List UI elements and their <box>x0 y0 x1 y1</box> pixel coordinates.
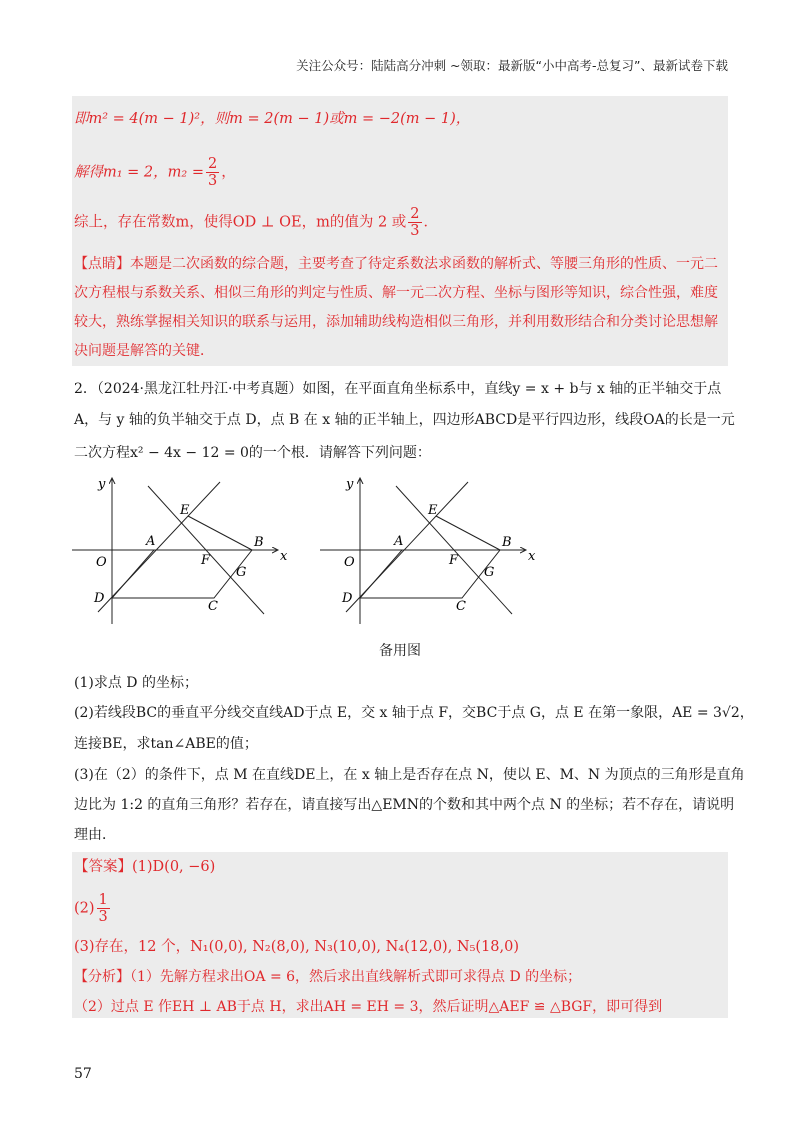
label-G: G <box>236 565 247 580</box>
backup-figure-svg <box>318 474 548 634</box>
label-E: E <box>180 503 190 518</box>
fraction-denominator: 3 <box>98 909 108 925</box>
problem-line-2: A，与 y 轴的负半轴交于点 D，点 B 在 x 轴的正半轴上，四边形ABCD是平行四边形，线段OA的长是一元 <box>74 412 735 428</box>
question-2-line-1: (2)若线段BC的垂直平分线交直线AD于点 E，交 x 轴于点 F，交BC于点 G，点 E 在第一象限，AE = 3√2， <box>74 705 754 721</box>
fraction <box>206 156 219 189</box>
solution-line-3-prefix: 综上，存在常数m，使得OD ⊥ OE，m的值为 2 或 <box>74 214 407 231</box>
question-3-line-3: 理由． <box>74 827 116 843</box>
label-D: D <box>94 591 105 606</box>
label-A: A <box>394 534 404 549</box>
parallelogram-ABCD <box>112 550 252 598</box>
segment-BE <box>436 516 500 550</box>
problem-line-3: 二次方程x² − 4x − 12 = 0的一个根．请解答下列问题： <box>74 445 431 461</box>
page-number: 57 <box>74 1066 92 1082</box>
solution-line-2-prefix: 解得m₁ = 2，m₂ = <box>74 164 204 181</box>
segment-BE <box>188 516 252 550</box>
label-A: A <box>146 534 156 549</box>
fraction-numerator: 2 <box>207 156 218 172</box>
comment-paragraph: 【点睛】本题是二次函数的综合题，主要考查了待定系数法求函数的解析式、等腰三角形的性质、一元二次方程根与系数关系、相似三角形的判定与性质、解一元二次方程、坐标与图形等知识，综合性强，难度较大，熟练掌握相关知识的联系与运用，添加辅助线构造相似三角形，并利用数形结合和分类讨论思想解决问题是解答的关键． <box>74 256 718 359</box>
solution-line-3-suffix: ． <box>423 214 439 231</box>
label-O: O <box>96 555 107 570</box>
solution-line-2-suffix: ， <box>221 164 236 181</box>
fraction-numerator: 1 <box>98 892 108 908</box>
label-y: y <box>98 477 106 492</box>
answer-line-1: 【答案】(1)D(0, −6) <box>74 859 216 875</box>
fraction <box>97 892 110 925</box>
label-O: O <box>344 555 355 570</box>
question-3-line-2: 边比为 1:2 的直角三角形？若存在，请直接写出△EMN的个数和其中两个点 N 的坐标；若不存在，请说明 <box>74 797 735 813</box>
solution-line-1: 即m² = 4(m − 1)²，则m = 2(m − 1)或m = −2(m − 1)， <box>74 111 471 127</box>
label-F: F <box>449 553 459 568</box>
label-C: C <box>456 599 466 614</box>
answer-line-2-prefix: (2) <box>74 900 95 917</box>
solution-line-3 <box>74 206 438 239</box>
label-G: G <box>484 565 495 580</box>
label-C: C <box>208 599 218 614</box>
label-B: B <box>254 535 264 550</box>
fraction-numerator: 2 <box>410 206 420 222</box>
analysis-line-2: （2）过点 E 作EH ⊥ AB于点 H，求出AH = EH = 3，然后证明△AEF ≌ △BGF，即可得到 <box>74 999 663 1015</box>
figure-svg <box>70 474 300 634</box>
label-B: B <box>502 535 512 550</box>
label-E: E <box>428 503 438 518</box>
answer-line-3: (3)存在，12 个，N₁(0,0), N₂(8,0), N₃(10,0), N₄(12,0), N₅(18,0) <box>74 939 520 955</box>
solution-line-2 <box>74 156 236 189</box>
label-x: x <box>280 549 288 564</box>
backup-figure <box>318 474 548 634</box>
fraction-denominator: 3 <box>207 173 218 189</box>
fraction-denominator: 3 <box>410 223 420 239</box>
parallelogram-ABCD <box>360 550 500 598</box>
fraction <box>408 206 421 239</box>
label-x: x <box>528 549 536 564</box>
problem-line-1: 2．（2024·黑龙江牡丹江·中考真题）如图，在平面直角坐标系中，直线y = x + b与 x 轴的正半轴交于点 <box>74 381 722 397</box>
question-1: (1)求点 D 的坐标； <box>74 675 198 691</box>
figure-caption: 备用图 <box>379 643 421 659</box>
label-y: y <box>346 477 354 492</box>
answer-line-2 <box>74 892 112 925</box>
label-F: F <box>201 553 211 568</box>
label-D: D <box>342 591 353 606</box>
analysis-line-1: 【分析】（1）先解方程求出OA = 6，然后求出直线解析式即可求得点 D 的坐标； <box>74 969 582 985</box>
page-header: 关注公众号：陆陆高分冲刺 ~领取：最新版“小中高考-总复习”、最新试卷下载 <box>296 58 728 73</box>
question-3-line-1: (3)在（2）的条件下，点 M 在直线DE上，在 x 轴上是否存在点 N，使以 E、M、N 为顶点的三角形是直角 <box>74 767 745 783</box>
question-2-line-2: 连接BE，求tan∠ABE的值； <box>74 736 258 752</box>
geometry-figure <box>70 474 300 634</box>
